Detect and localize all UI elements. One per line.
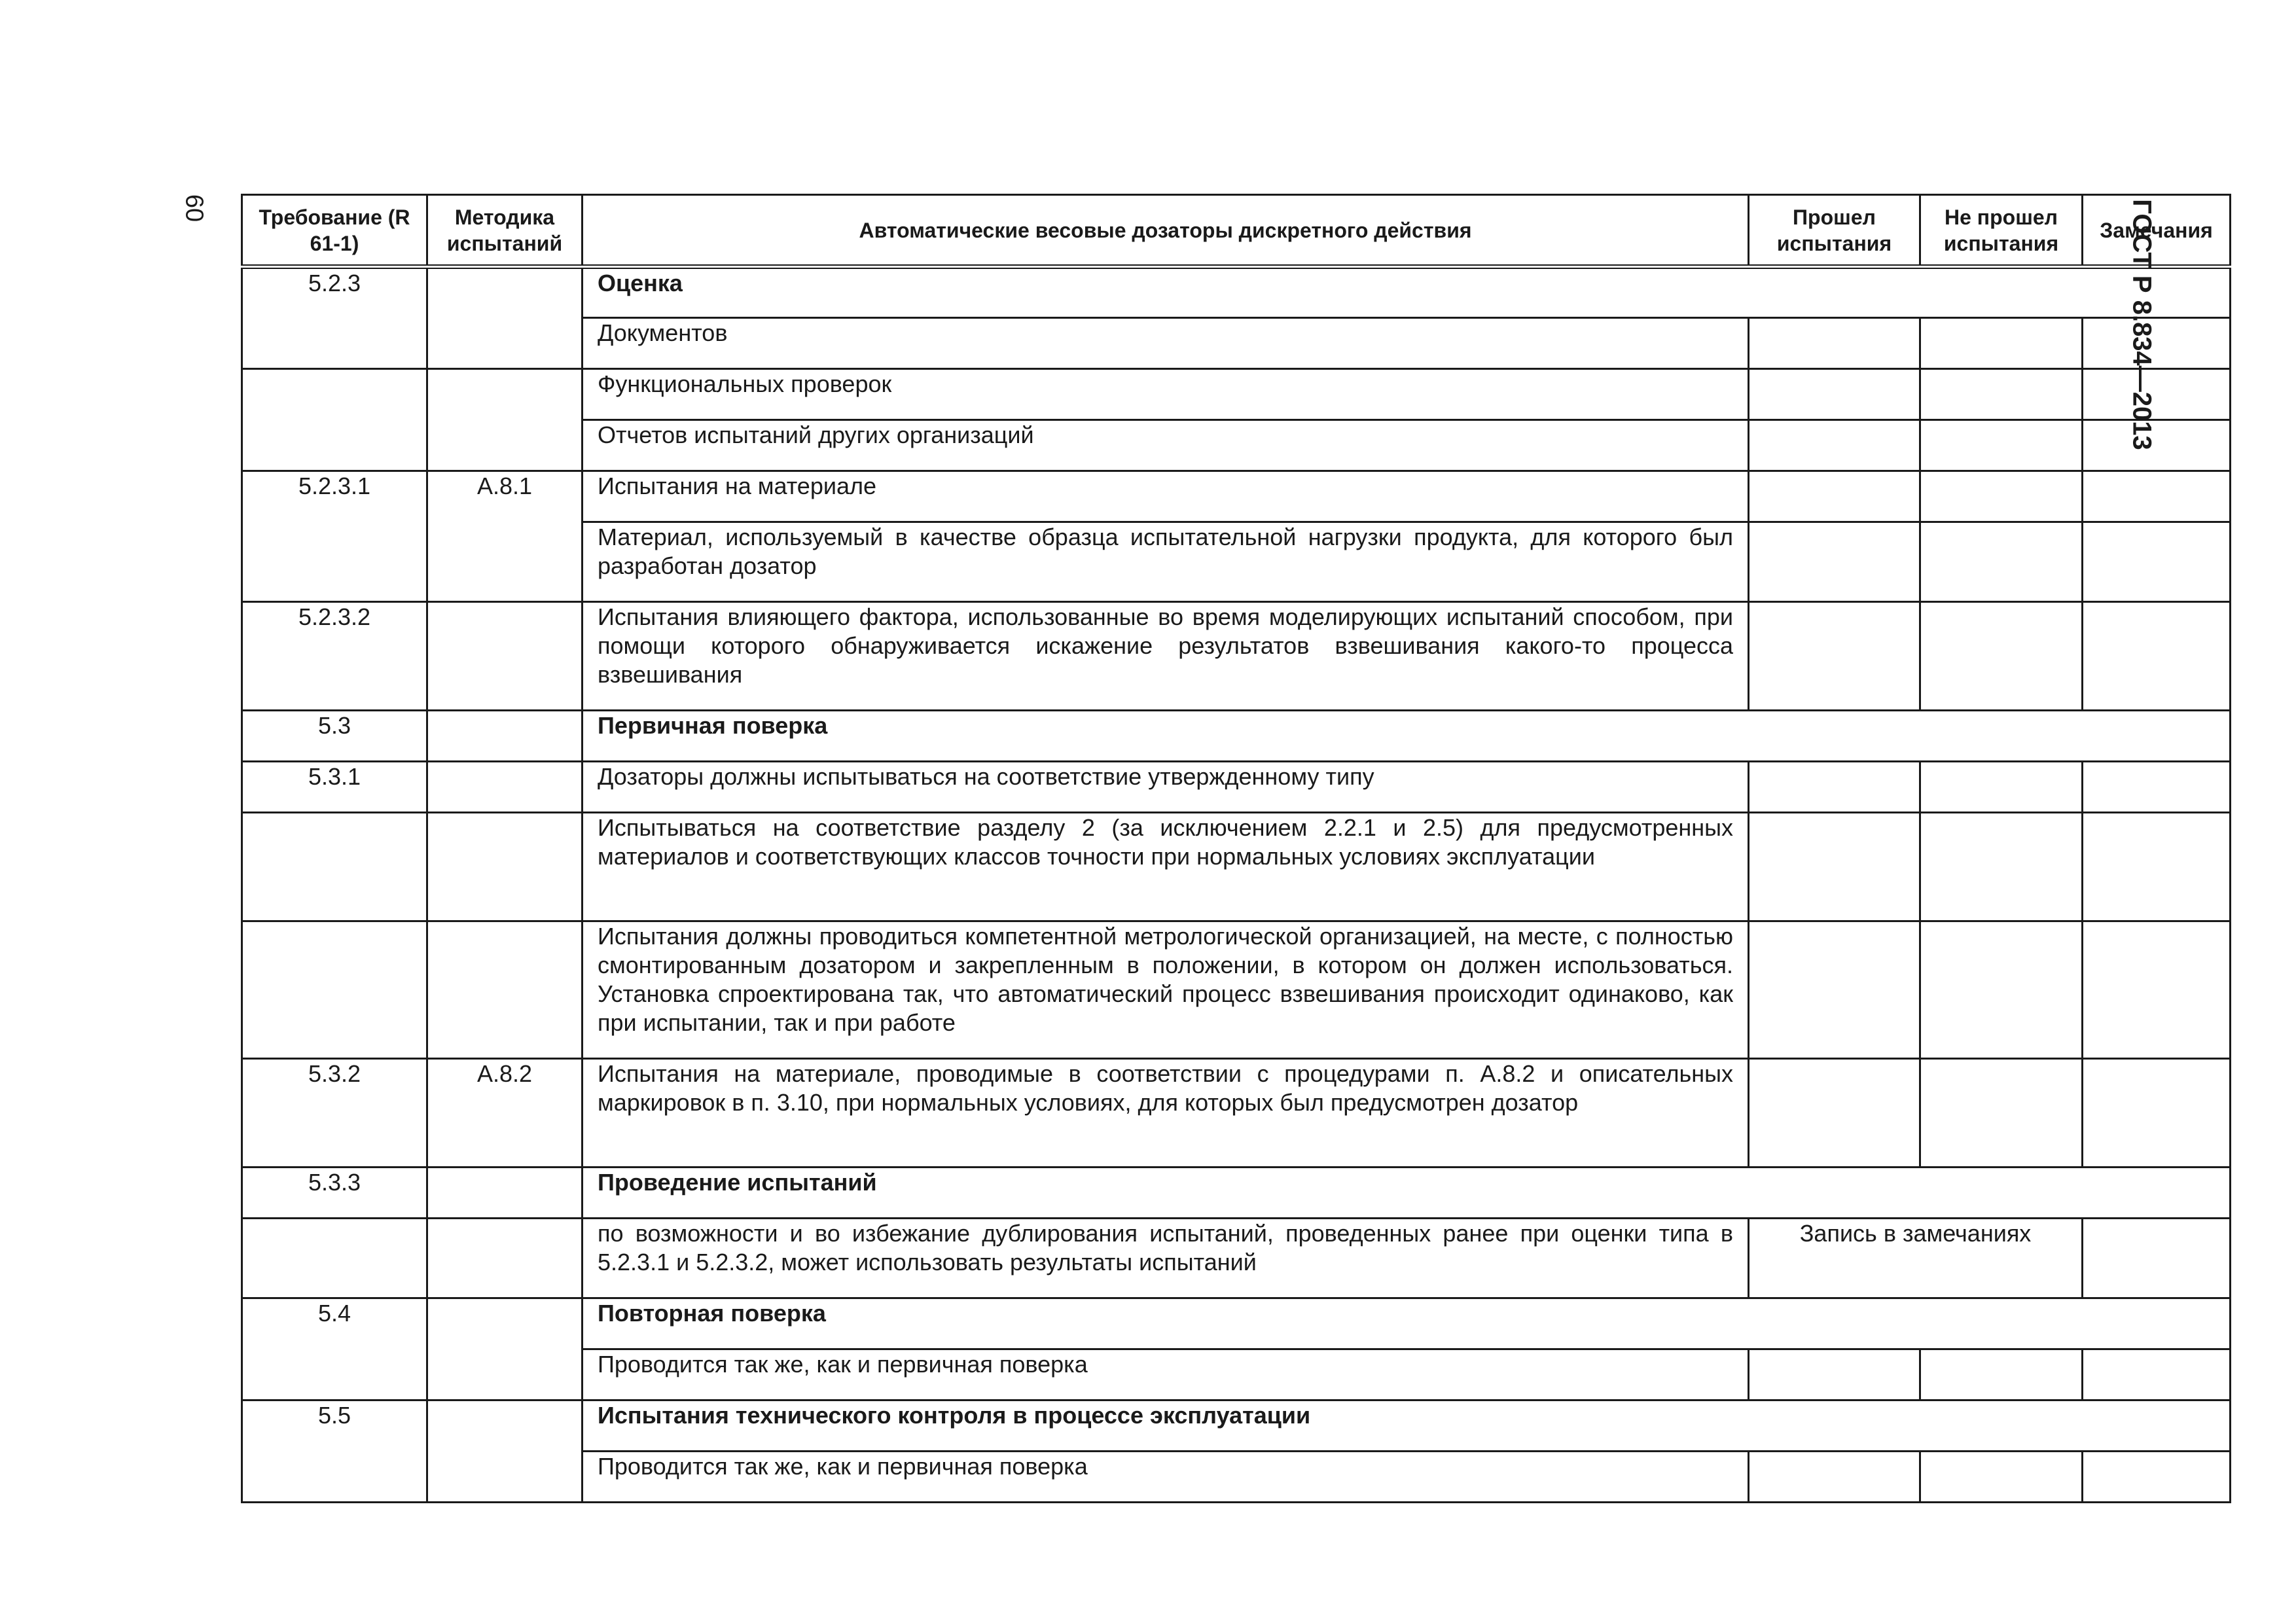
table-row — [242, 369, 2231, 420]
description-cell: Испытания должны проводиться компетентной метрологической организацией, на месте, с полностью смонтированным дозатором и закрепленным в положении, в котором он должен использоваться. Установка спроектирована так, что автоматический процесс взвешивания происходит одинаково, как при испытании, так и при работе — [583, 921, 1749, 1059]
passed-cell — [1749, 813, 1920, 921]
remarks-cell — [2083, 813, 2231, 921]
failed-cell — [1920, 921, 2083, 1059]
header-method: Методика испытаний — [427, 195, 583, 267]
passed-cell — [1749, 471, 1920, 522]
remarks-cell — [2083, 1349, 2231, 1400]
method-cell: А.8.2 — [427, 1059, 583, 1168]
section-heading: Повторная поверка — [583, 1298, 2231, 1349]
header-passed: Прошел испытания — [1749, 195, 1920, 267]
passed-cell — [1749, 1059, 1920, 1168]
failed-cell — [1920, 369, 2083, 420]
method-cell — [427, 921, 583, 1059]
table-row — [242, 1059, 2231, 1168]
requirement-cell: 5.2.3.1 — [242, 471, 427, 602]
failed-cell — [1920, 762, 2083, 813]
requirement-cell — [242, 369, 427, 471]
note-cell: Запись в замечаниях — [1749, 1219, 2083, 1298]
table-row — [242, 813, 2231, 921]
method-cell — [427, 1168, 583, 1219]
requirement-cell: 5.3.1 — [242, 762, 427, 813]
requirement-cell: 5.2.3 — [242, 267, 427, 369]
passed-cell — [1749, 522, 1920, 602]
remarks-cell — [2083, 369, 2231, 420]
header-remarks: Замечания — [2083, 195, 2231, 267]
table-row — [242, 1400, 2231, 1452]
section-heading: Испытания технического контроля в процессе эксплуатации — [583, 1400, 2231, 1452]
table-row — [242, 921, 2231, 1059]
requirement-cell — [242, 813, 427, 921]
description-cell: по возможности и во избежание дублирования испытаний, проведенных ранее при оценки типа в 5.2.3.1 и 5.2.3.2, может использовать результаты испытаний — [583, 1219, 1749, 1298]
header-title: Автоматические весовые дозаторы дискретного действия — [583, 195, 1749, 267]
remarks-cell — [2083, 420, 2231, 471]
failed-cell — [1920, 602, 2083, 711]
description-cell: Документов — [583, 318, 1749, 369]
requirement-cell — [242, 1219, 427, 1298]
requirement-cell: 5.4 — [242, 1298, 427, 1400]
method-cell — [427, 1298, 583, 1400]
table-row — [242, 1168, 2231, 1219]
description-cell: Проводится так же, как и первичная поверка — [583, 1349, 1749, 1400]
passed-cell — [1749, 1452, 1920, 1503]
passed-cell — [1749, 369, 1920, 420]
failed-cell — [1920, 471, 2083, 522]
section-heading: Первичная поверка — [583, 711, 2231, 762]
remarks-cell — [2083, 522, 2231, 602]
failed-cell — [1920, 318, 2083, 369]
section-heading: Оценка — [583, 267, 2231, 318]
method-cell — [427, 762, 583, 813]
test-checklist-table — [241, 194, 2231, 1503]
table-row — [242, 1219, 2231, 1298]
requirement-cell: 5.3.3 — [242, 1168, 427, 1219]
remarks-cell — [2083, 471, 2231, 522]
method-cell — [427, 267, 583, 369]
requirement-cell: 5.5 — [242, 1400, 427, 1503]
remarks-cell — [2083, 602, 2231, 711]
method-cell: А.8.1 — [427, 471, 583, 602]
method-cell — [427, 369, 583, 471]
description-cell: Материал, используемый в качестве образца испытательной нагрузки продукта, для которого был разработан дозатор — [583, 522, 1749, 602]
description-cell: Испытываться на соответствие разделу 2 (за исключением 2.2.1 и 2.5) для предусмотренных материалов и соответствующих классов точности при нормальных условиях эксплуатации — [583, 813, 1749, 921]
passed-cell — [1749, 420, 1920, 471]
method-cell — [427, 1400, 583, 1503]
failed-cell — [1920, 522, 2083, 602]
failed-cell — [1920, 420, 2083, 471]
failed-cell — [1920, 1059, 2083, 1168]
remarks-cell — [2083, 762, 2231, 813]
document-code: ГОСТ Р 8.834—2013 — [2127, 199, 2157, 450]
remarks-cell — [2083, 1059, 2231, 1168]
description-cell: Дозаторы должны испытываться на соответствие утвержденному типу — [583, 762, 1749, 813]
method-cell — [427, 711, 583, 762]
requirement-cell — [242, 921, 427, 1059]
passed-cell — [1749, 921, 1920, 1059]
header-failed: Не прошел испытания — [1920, 195, 2083, 267]
failed-cell — [1920, 813, 2083, 921]
remarks-cell — [2083, 1219, 2231, 1298]
failed-cell — [1920, 1452, 2083, 1503]
table-row — [242, 602, 2231, 711]
method-cell — [427, 602, 583, 711]
table-row — [242, 1298, 2231, 1349]
description-cell: Испытания на материале — [583, 471, 1749, 522]
passed-cell — [1749, 1349, 1920, 1400]
section-heading: Проведение испытаний — [583, 1168, 2231, 1219]
description-cell: Испытания влияющего фактора, использованные во время моделирующих испытаний способом, при помощи которого обнаруживается искажение результатов взвешивания какого-то процесса взвешивания — [583, 602, 1749, 711]
description-cell: Функциональных проверок — [583, 369, 1749, 420]
description-cell: Проводится так же, как и первичная поверка — [583, 1452, 1749, 1503]
table-row — [242, 471, 2231, 522]
description-cell: Отчетов испытаний других организаций — [583, 420, 1749, 471]
table-row — [242, 267, 2231, 318]
table-row — [242, 762, 2231, 813]
remarks-cell — [2083, 318, 2231, 369]
header-requirement: Требование (R 61-1) — [242, 195, 427, 267]
failed-cell — [1920, 1349, 2083, 1400]
page-number: 60 — [180, 194, 208, 223]
passed-cell — [1749, 602, 1920, 711]
table-row — [242, 711, 2231, 762]
remarks-cell — [2083, 1452, 2231, 1503]
header-row — [242, 195, 2231, 267]
requirement-cell: 5.2.3.2 — [242, 602, 427, 711]
method-cell — [427, 813, 583, 921]
requirement-cell: 5.3 — [242, 711, 427, 762]
method-cell — [427, 1219, 583, 1298]
description-cell: Испытания на материале, проводимые в соответствии с процедурами п. А.8.2 и описательных маркировок в п. 3.10, при нормальных условиях, для которых был предусмотрен дозатор — [583, 1059, 1749, 1168]
passed-cell — [1749, 762, 1920, 813]
requirement-cell: 5.3.2 — [242, 1059, 427, 1168]
remarks-cell — [2083, 921, 2231, 1059]
passed-cell — [1749, 318, 1920, 369]
